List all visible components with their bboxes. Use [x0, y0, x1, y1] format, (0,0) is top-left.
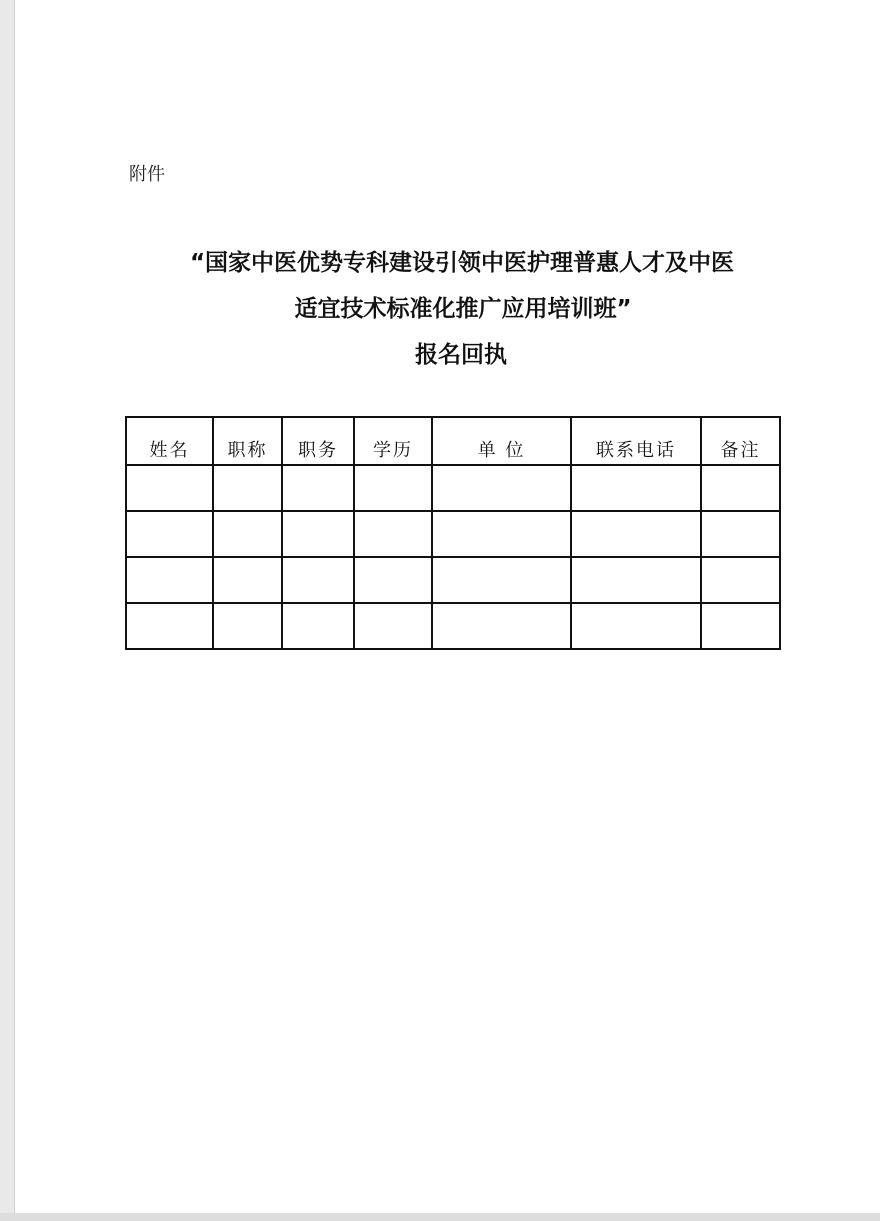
- table-cell[interactable]: [701, 557, 780, 603]
- document-page: [14, 0, 880, 1213]
- header-phone: 联系电话: [571, 417, 701, 465]
- table-cell[interactable]: [213, 511, 282, 557]
- table-cell[interactable]: [354, 465, 432, 511]
- table-cell[interactable]: [282, 603, 354, 649]
- table-row: [126, 557, 780, 603]
- page-shadow-bottom: [0, 1213, 880, 1221]
- table-cell[interactable]: [126, 557, 213, 603]
- table-row: [126, 603, 780, 649]
- table-cell[interactable]: [126, 465, 213, 511]
- table-cell[interactable]: [571, 603, 701, 649]
- attachment-label: 附件: [129, 164, 165, 185]
- title-line-1: “国家中医优势专科建设引领中医护理普惠人才及中医: [189, 250, 735, 276]
- table-cell[interactable]: [354, 511, 432, 557]
- table-row: [126, 511, 780, 557]
- table-cell[interactable]: [282, 511, 354, 557]
- document-title: [15, 240, 880, 378]
- table-row: [126, 465, 780, 511]
- table-cell[interactable]: [432, 511, 571, 557]
- table-cell[interactable]: [282, 465, 354, 511]
- table-cell[interactable]: [213, 557, 282, 603]
- table-cell[interactable]: [701, 465, 780, 511]
- table-cell[interactable]: [126, 511, 213, 557]
- header-education: 学历: [354, 417, 432, 465]
- table-cell[interactable]: [213, 465, 282, 511]
- table-header-row: [126, 417, 780, 465]
- table-cell[interactable]: [571, 511, 701, 557]
- header-name: 姓名: [126, 417, 213, 465]
- header-position: 职务: [282, 417, 354, 465]
- table-cell[interactable]: [282, 557, 354, 603]
- table-cell[interactable]: [701, 511, 780, 557]
- table-cell[interactable]: [571, 465, 701, 511]
- title-line-3: 报名回执: [415, 342, 507, 368]
- table-cell[interactable]: [354, 603, 432, 649]
- header-organization: 单 位: [432, 417, 571, 465]
- table-cell[interactable]: [571, 557, 701, 603]
- title-line-2: 适宜技术标准化推广应用培训班”: [294, 296, 632, 322]
- table-cell[interactable]: [701, 603, 780, 649]
- table-cell[interactable]: [126, 603, 213, 649]
- table-cell[interactable]: [213, 603, 282, 649]
- header-title: 职称: [213, 417, 282, 465]
- registration-table: [125, 416, 781, 650]
- table-cell[interactable]: [432, 603, 571, 649]
- table-cell[interactable]: [432, 465, 571, 511]
- table-cell[interactable]: [432, 557, 571, 603]
- page-shadow-left: [0, 0, 14, 1221]
- table-cell[interactable]: [354, 557, 432, 603]
- header-remarks: 备注: [701, 417, 780, 465]
